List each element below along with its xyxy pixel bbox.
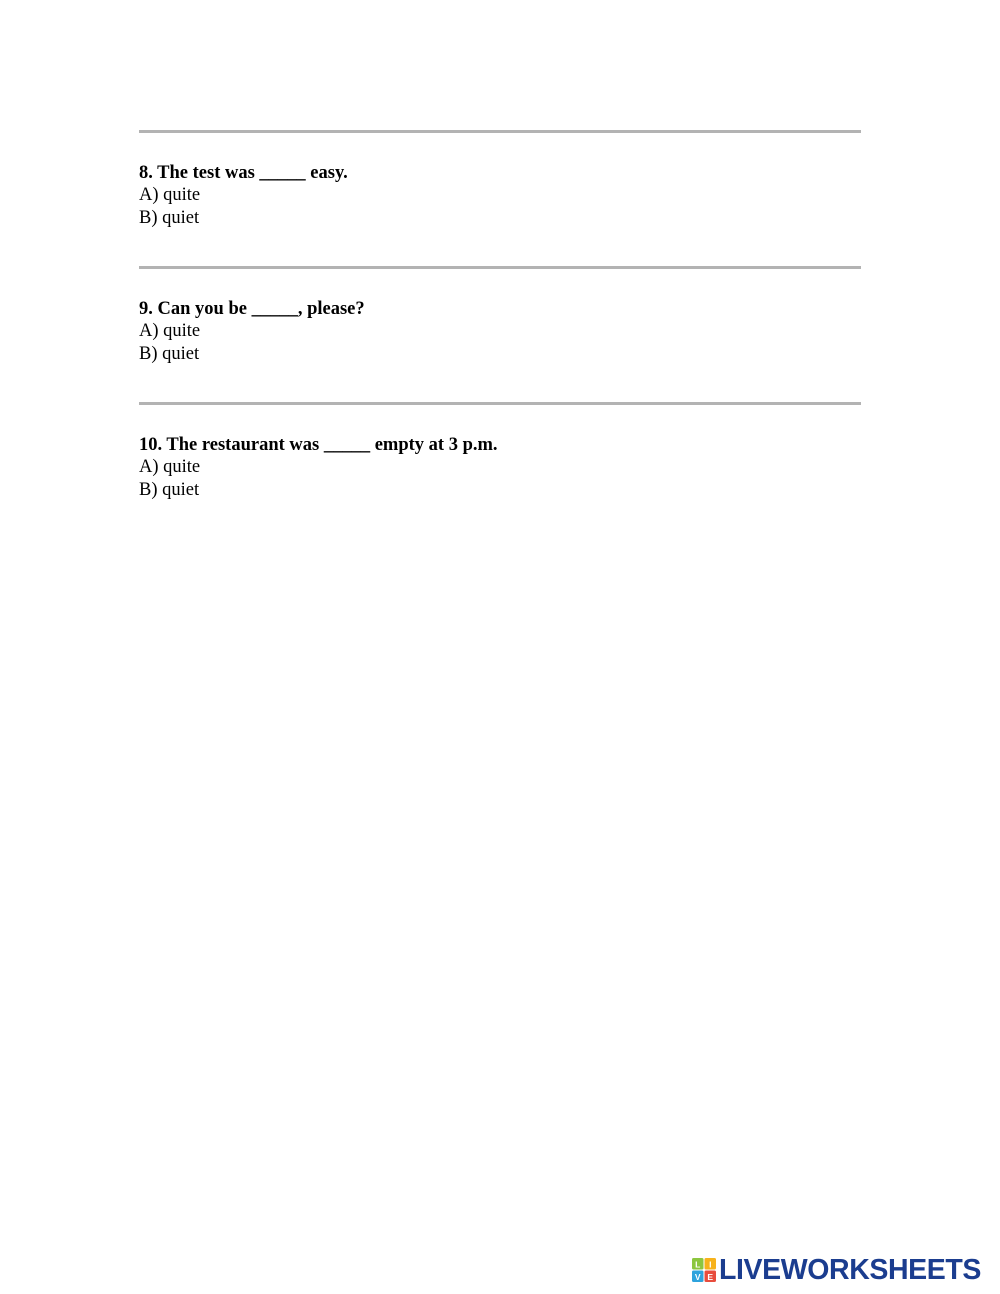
logo-letter: L	[695, 1259, 701, 1270]
logo-letter: I	[709, 1259, 712, 1270]
answer-option-a[interactable]: A) quite	[139, 321, 201, 341]
brand-name: LIVEWORKSHEETS	[719, 1254, 982, 1286]
question-10	[139, 434, 861, 501]
answer-option-b[interactable]: B) quiet	[139, 343, 200, 364]
question-text: 9. Can you be _____, please?	[139, 299, 365, 319]
question-9	[139, 298, 861, 365]
divider-line	[139, 130, 861, 133]
liveworksheets-logo-icon	[692, 1258, 716, 1282]
answer-option-a[interactable]: A) quite	[139, 457, 201, 477]
divider-line	[139, 402, 861, 405]
liveworksheets-logo	[692, 1256, 992, 1284]
answer-option-b[interactable]: B) quiet	[139, 479, 200, 500]
divider-line	[139, 266, 861, 269]
question-8	[139, 162, 861, 229]
answer-option-b[interactable]: B) quiet	[139, 207, 200, 228]
question-text: 10. The restaurant was _____ empty at 3 p.m.	[139, 435, 498, 455]
logo-letter: E	[707, 1271, 714, 1282]
question-text: 8. The test was _____ easy.	[139, 163, 348, 183]
logo-letter: V	[694, 1271, 701, 1282]
answer-option-a[interactable]: A) quite	[139, 185, 201, 205]
